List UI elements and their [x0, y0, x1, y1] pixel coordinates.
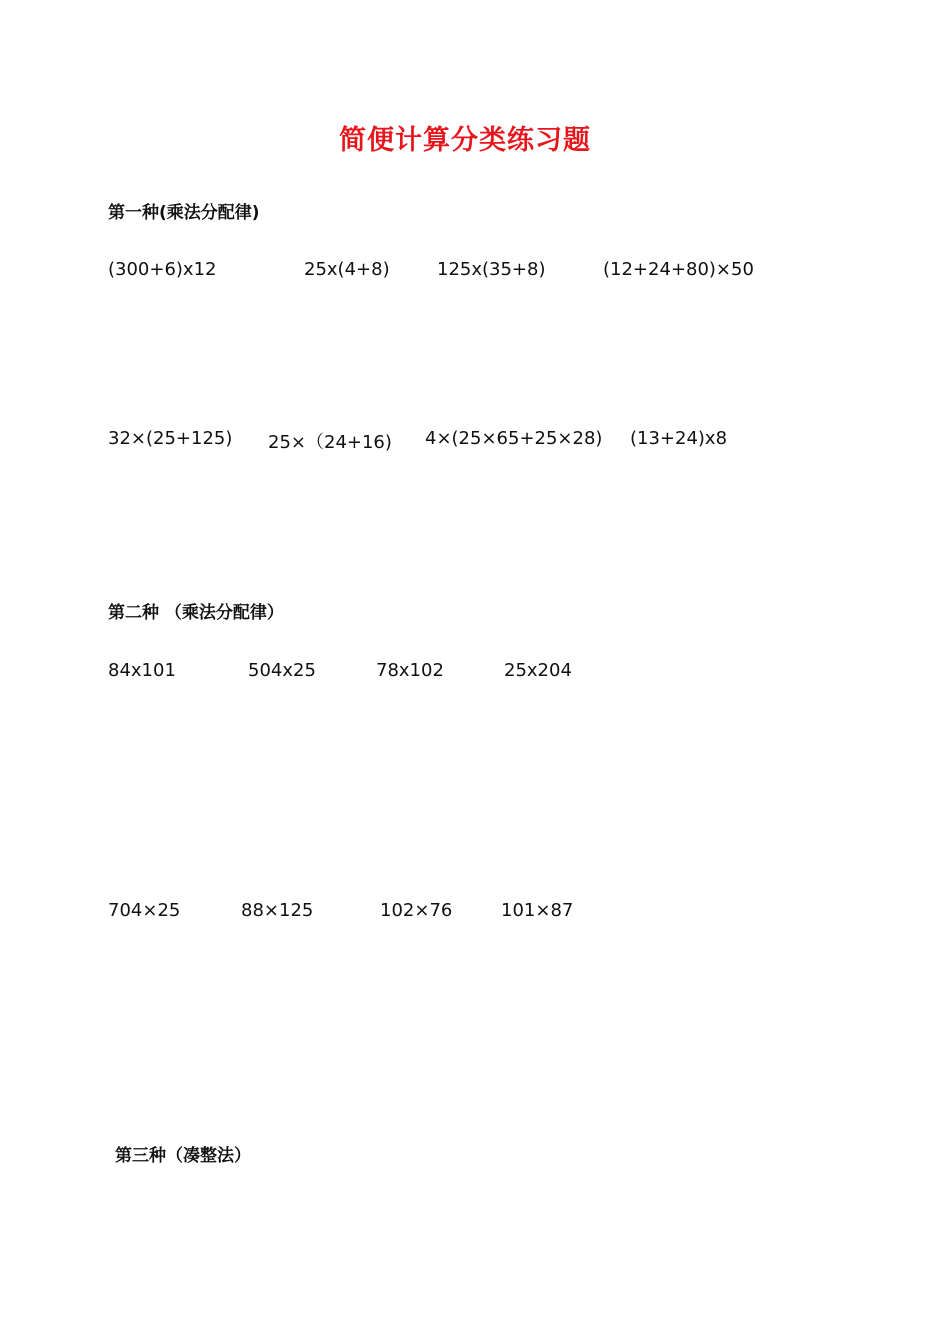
problem-item: 78x102 — [376, 660, 444, 681]
problem-row — [0, 900, 950, 924]
problem-item: (13+24)x8 — [630, 428, 728, 449]
page-title: 简便计算分类练习题 — [339, 125, 591, 156]
section-heading-1: 第一种(乘法分配律) — [108, 203, 260, 223]
problem-item: 504x25 — [248, 660, 316, 681]
problem-item: 84x101 — [108, 660, 176, 681]
problem-item: 4×(25×65+25×28) — [425, 428, 603, 449]
problem-row — [0, 259, 950, 283]
problem-item: 88×125 — [241, 900, 314, 921]
section-heading-3: 第三种（凑整法） — [115, 1146, 251, 1166]
problem-item: 101×87 — [501, 900, 574, 921]
problem-item: 102×76 — [380, 900, 453, 921]
problem-item: 704×25 — [108, 900, 181, 921]
problem-row — [0, 660, 950, 684]
problem-item: (12+24+80)×50 — [603, 259, 754, 280]
problem-item: (300+6)x12 — [108, 259, 217, 280]
problem-item: 25x204 — [504, 660, 572, 681]
problem-item: 25x(4+8) — [304, 259, 390, 280]
problem-item: 25×（24+16) — [268, 432, 392, 453]
problem-item: 125x(35+8) — [437, 259, 546, 280]
section-heading-2: 第二种 （乘法分配律） — [108, 603, 284, 623]
problem-item: 32×(25+125) — [108, 428, 233, 449]
problem-row — [0, 428, 950, 452]
